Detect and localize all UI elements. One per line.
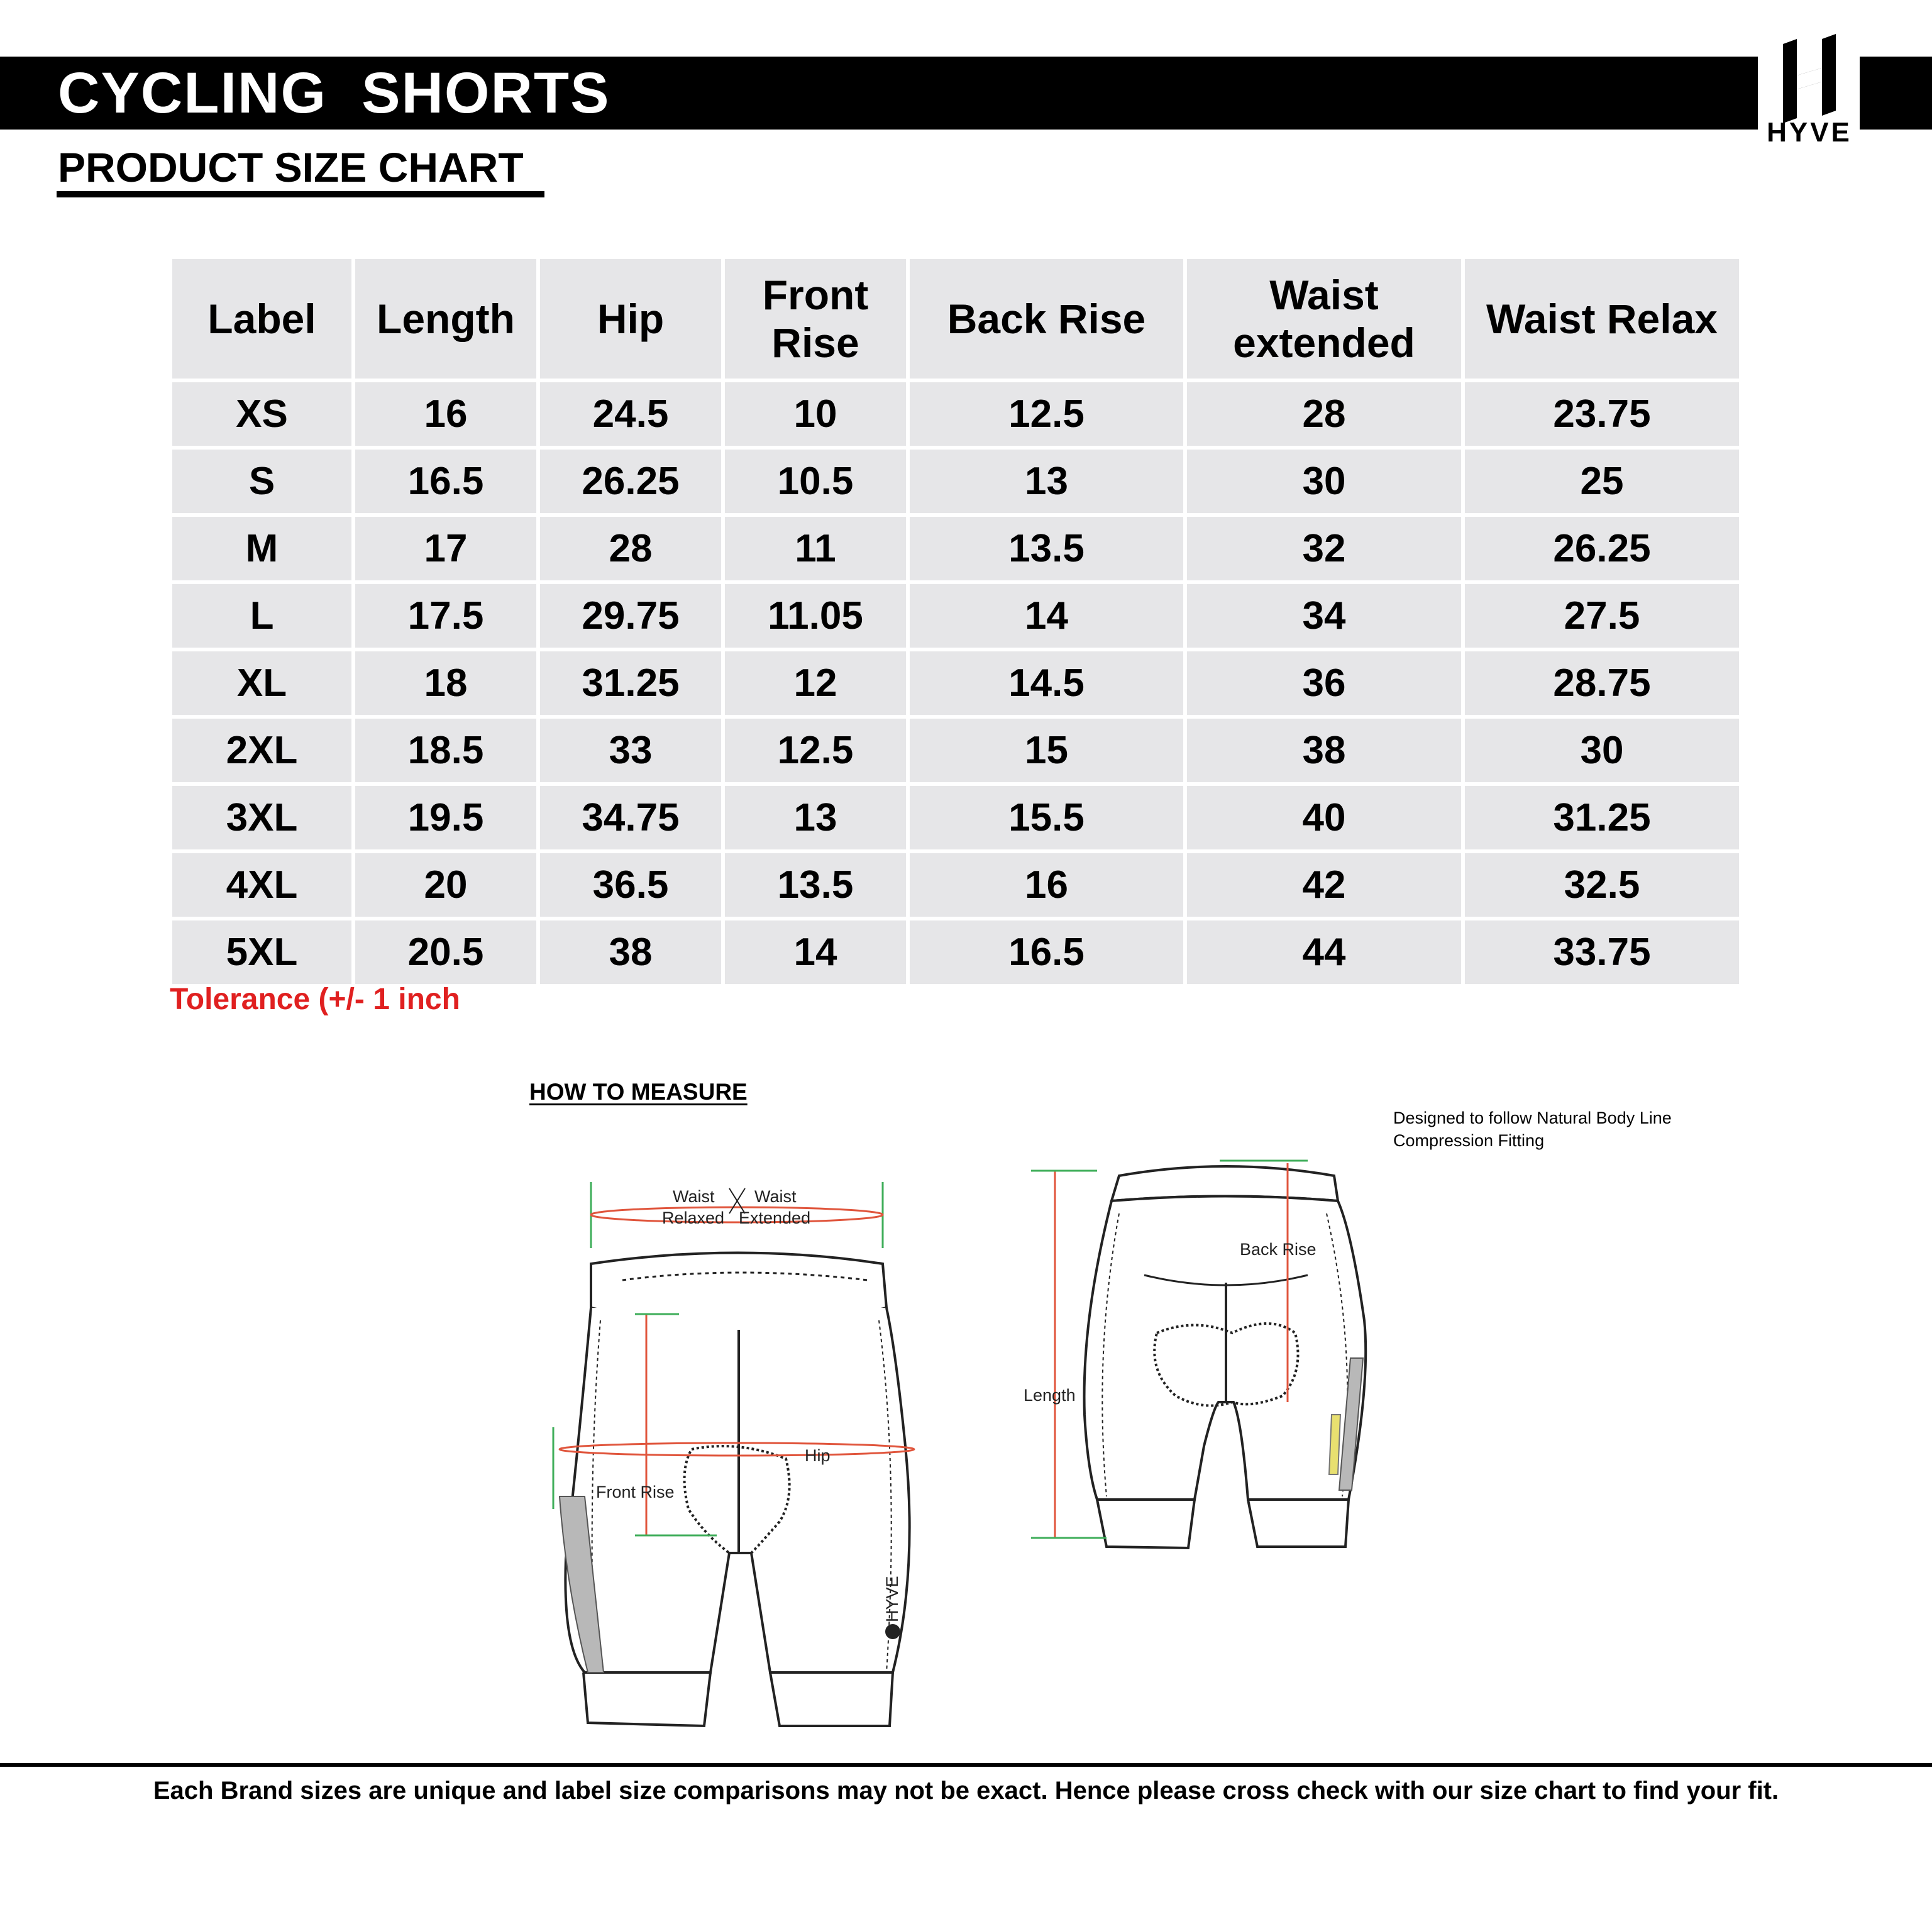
- front-rise-label: Front Rise: [596, 1483, 675, 1501]
- table-cell: 31.25: [1465, 786, 1739, 849]
- table-cell: 34: [1187, 584, 1461, 648]
- size-label-cell: 5XL: [172, 920, 351, 984]
- table-cell: 10: [725, 382, 906, 446]
- front-brand-mark: [883, 1576, 902, 1639]
- header-waist-relax: Waist Relax: [1465, 259, 1739, 379]
- waist-relaxed-label-top: Waist: [673, 1187, 715, 1206]
- table-cell: 16: [355, 382, 536, 446]
- header-label: Label: [172, 259, 351, 379]
- length-label: Length: [1024, 1386, 1076, 1405]
- table-cell: 38: [1187, 719, 1461, 782]
- table-cell: 36: [1187, 651, 1461, 715]
- brand-name: HYVE: [1767, 117, 1852, 148]
- front-brand-text: HYVE: [883, 1576, 902, 1622]
- table-cell: 14.5: [910, 651, 1183, 715]
- table-cell: 34.75: [540, 786, 721, 849]
- table-cell: 16.5: [910, 920, 1183, 984]
- table-cell: 13.5: [910, 517, 1183, 580]
- table-cell: 23.75: [1465, 382, 1739, 446]
- table-cell: 17: [355, 517, 536, 580]
- size-label-cell: M: [172, 517, 351, 580]
- table-cell: 13.5: [725, 853, 906, 917]
- table-cell: 16: [910, 853, 1183, 917]
- table-cell: 36.5: [540, 853, 721, 917]
- table-cell: 32.5: [1465, 853, 1739, 917]
- table-cell: 14: [910, 584, 1183, 648]
- table-cell: 33.75: [1465, 920, 1739, 984]
- waist-relaxed-label-bottom: Relaxed: [662, 1208, 725, 1227]
- table-cell: 32: [1187, 517, 1461, 580]
- header-length: Length: [355, 259, 536, 379]
- table-cell: 15: [910, 719, 1183, 782]
- table-cell: 28: [540, 517, 721, 580]
- header-front-rise: Front Rise: [725, 259, 906, 379]
- header-waist-extended: Waist extended: [1187, 259, 1461, 379]
- table-cell: 14: [725, 920, 906, 984]
- size-label-cell: XL: [172, 651, 351, 715]
- size-label-cell: S: [172, 450, 351, 513]
- footer-divider: [0, 1763, 1932, 1767]
- table-cell: 30: [1465, 719, 1739, 782]
- table-cell: 11.05: [725, 584, 906, 648]
- table-cell: 26.25: [540, 450, 721, 513]
- table-cell: 12: [725, 651, 906, 715]
- table-cell: 25: [1465, 450, 1739, 513]
- page-subtitle: PRODUCT SIZE CHART: [58, 144, 524, 191]
- table-cell: 28: [1187, 382, 1461, 446]
- table-cell: 11: [725, 517, 906, 580]
- table-cell: 16.5: [355, 450, 536, 513]
- back-rise-label: Back Rise: [1240, 1240, 1317, 1259]
- table-cell: 29.75: [540, 584, 721, 648]
- size-label-cell: L: [172, 584, 351, 648]
- table-cell: 26.25: [1465, 517, 1739, 580]
- table-cell: 10.5: [725, 450, 906, 513]
- table-cell: 44: [1187, 920, 1461, 984]
- waist-extended-label-top: Waist: [754, 1187, 797, 1206]
- table-cell: 30: [1187, 450, 1461, 513]
- header-back-rise: Back Rise: [910, 259, 1183, 379]
- hip-label: Hip: [805, 1446, 831, 1465]
- table-cell: 12.5: [725, 719, 906, 782]
- back-shorts-drawing: [1085, 1166, 1366, 1548]
- table-cell: 20: [355, 853, 536, 917]
- tolerance-note: Tolerance (+/- 1 inch: [170, 983, 460, 1016]
- waist-extended-label-bottom: Extended: [739, 1208, 811, 1227]
- table-cell: 38: [540, 920, 721, 984]
- table-cell: 13: [910, 450, 1183, 513]
- table-cell: 20.5: [355, 920, 536, 984]
- table-cell: 31.25: [540, 651, 721, 715]
- table-cell: 42: [1187, 853, 1461, 917]
- size-label-cell: 3XL: [172, 786, 351, 849]
- footer-disclaimer: Each Brand sizes are unique and label size comparisons may not be exact. Hence please cross check with our size chart to find your fit.: [153, 1777, 1779, 1805]
- table-cell: 12.5: [910, 382, 1183, 446]
- page-title: CYCLING SHORTS: [58, 61, 610, 125]
- table-cell: 19.5: [355, 786, 536, 849]
- table-cell: 17.5: [355, 584, 536, 648]
- table-cell: 18.5: [355, 719, 536, 782]
- table-cell: 27.5: [1465, 584, 1739, 648]
- header-hip: Hip: [540, 259, 721, 379]
- how-to-measure-title: HOW TO MEASURE: [529, 1079, 748, 1105]
- table-cell: 33: [540, 719, 721, 782]
- size-label-cell: 2XL: [172, 719, 351, 782]
- table-cell: 13: [725, 786, 906, 849]
- fit-note-line-2: Compression Fitting: [1393, 1131, 1545, 1150]
- size-label-cell: XS: [172, 382, 351, 446]
- fit-note-line-1: Designed to follow Natural Body Line: [1393, 1108, 1672, 1127]
- table-cell: 18: [355, 651, 536, 715]
- size-label-cell: 4XL: [172, 853, 351, 917]
- table-cell: 40: [1187, 786, 1461, 849]
- table-cell: 24.5: [540, 382, 721, 446]
- table-cell: 28.75: [1465, 651, 1739, 715]
- table-cell: 15.5: [910, 786, 1183, 849]
